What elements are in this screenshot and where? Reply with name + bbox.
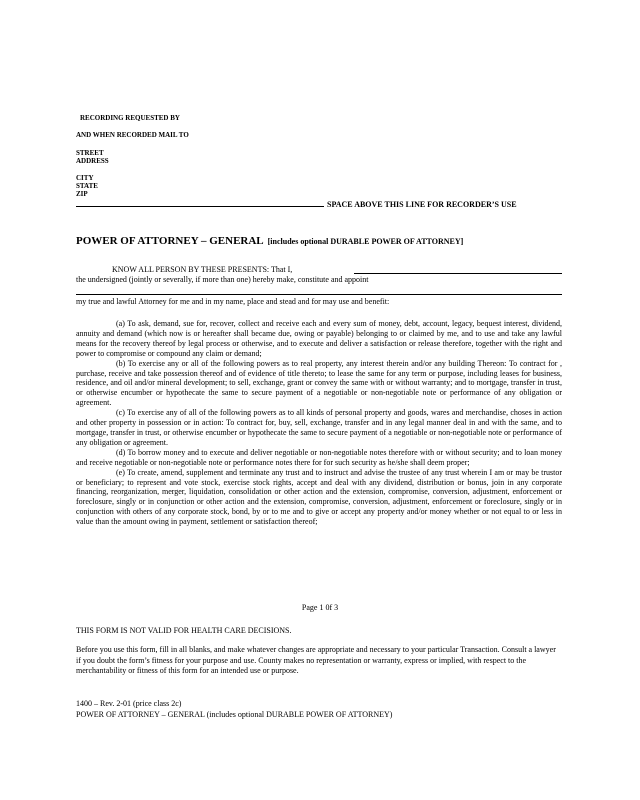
street-label: STREET [76,149,104,157]
know-all-text: KNOW ALL PERSON BY THESE PRESENTS: That I, [112,265,293,274]
power-c: (c) To exercise any of all of the following powers as to all kinds of personal property and goods, wares and merchandise, choses in action and other property in possession or in action: To contract for, buy, sell, exchange, transfer and in any legal manner deal in and with the same, and to mortgage, transfer in trust, or otherwise encumber or hypothecate the same to secure payment of a negotiable or non-negotiable note or performance of any obligation or agreement. [76,408,562,447]
power-a: (a) To ask, demand, sue for, recover, collect and receive each and every sum of money, debt, account, legacy, bequest interest, dividend, annuity and demand (which now is or hereafter shall became due, owing or payable) belonging to or claimed by me, and to use and take any lawful means for the recovery thereof by legal process or otherwise, and to execute and deliver a satisfaction or release therefore, together with the right and power to compromise or compound any claim or demand; [76,319,562,358]
space-above-line-label: SPACE ABOVE THIS LINE FOR RECORDER’S USE [327,200,517,209]
title-main: POWER OF ATTORNEY – GENERAL [76,235,264,247]
when-recorded-mail-to: AND WHEN RECORDED MAIL TO [76,131,189,139]
document-title [76,231,463,249]
city-label: CITY [76,174,94,182]
address-label: ADDRESS [76,157,109,165]
state-label: STATE [76,182,98,190]
form-title-footer: POWER OF ATTORNEY – GENERAL (includes optional DURABLE POWER OF ATTORNEY) [76,710,393,719]
undersigned-text: the undersigned (jointly or severally, if more than one) hereby make, constitute and appoint [76,275,369,284]
title-sub: [includes optional DURABLE POWER OF ATTORNEY] [267,237,464,246]
power-d: (d) To borrow money and to execute and deliver negotiable or non-negotiable notes therefore with or without security; and to loan money and receive negotiable or non-negotiable note or performance notes there for for such security as he/she shall deem proper; [76,447,562,467]
attorney-name-field[interactable] [76,294,562,295]
grantor-name-field[interactable] [354,273,562,274]
not-valid-notice: THIS FORM IS NOT VALID FOR HEALTH CARE DECISIONS. [76,626,292,635]
zip-label: ZIP [76,190,88,198]
form-number: 1400 – Rev. 2-01 (price class 2c) [76,699,182,708]
attorney-text: my true and lawful Attorney for me and in my name, place and stead and for may use and benefit: [76,297,390,306]
recording-requested-by: RECORDING REQUESTED BY [80,114,180,122]
page-number: Page 1 0f 3 [301,603,339,612]
powers-section [76,319,562,527]
power-b: (b) To exercise any or all of the following powers as to real property, any interest therein and/or any building Thereon: To contract for , purchase, receive and take possession thereof and of evidence of title thereto; to lease the same for any term or purpose, including leases for business, residence, and oil and/or mineral development; to sell, exchange, grant or convey the same with or without warranty; and to mortgage, transfer in trust, or otherwise encumber or hypothecate the same to secure payment of a negotiable or non-negotiable note or performance of any obligation or agreement. [76,358,562,408]
disclaimer-text: Before you use this form, fill in all blanks, and make whatever changes are appropriate and necessary to your particular Transaction. Consult a lawyer if you doubt the form’s fitness for your purpose and use. County makes no representation or warranty, express or implied, with respect to the merchantability or fitness of this form for an intended use or purpose. [76,645,556,675]
power-e: (e) To create, amend, supplement and terminate any trust and to instruct and advise the trustee of any trust wherein I am or may be trustor or beneficiary; to represent and vote stock, exercise stock rights, accept and deal with any dividend, distribution or bonus, join in any corporate financing, reorganization, merger, liquidation, consolidation or other action and the extension, compromise, conversion, adjustment, enforcement or foreclosure, singly or in conjunction or other action and the extension, compromise, conversion, adjustment, enforcement or foreclosure, singly or in conjunction with others of any corporate stock, bond, by or to me and to give or accept any property and/or money whether or not equal to or less in value than the amount owing in payment, settlement or satisfaction thereof; [76,467,562,527]
recorder-line [76,206,324,207]
